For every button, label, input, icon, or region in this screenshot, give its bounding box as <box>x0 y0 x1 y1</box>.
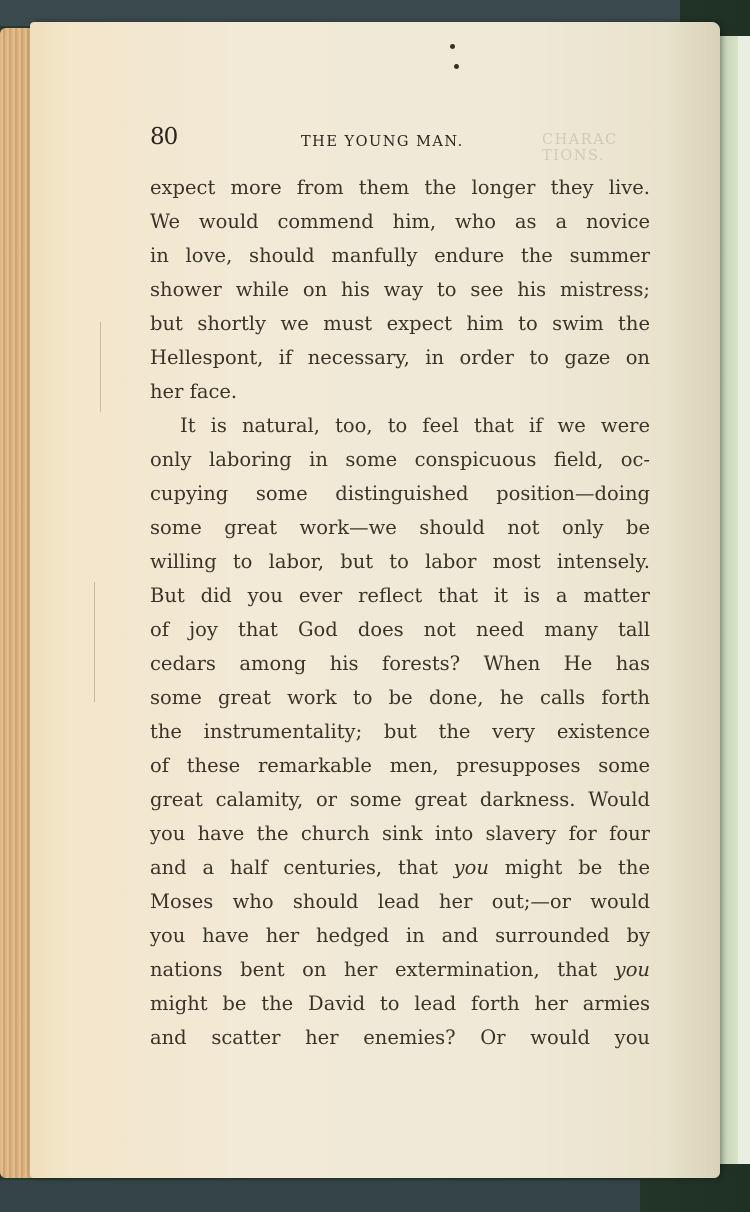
paper-speck <box>454 64 459 69</box>
text-line: of these remarkable men, presupposes some <box>150 754 650 777</box>
text-line: willing to labor, but to labor most intensely. <box>150 550 650 573</box>
paper-speck <box>450 44 455 49</box>
text-line: you have the church sink into slavery for four <box>150 822 650 845</box>
text-line: of joy that God does not need many tall <box>150 618 650 641</box>
running-head-title: THE YOUNG MAN. <box>301 134 464 150</box>
text-line: you have her hedged in and surrounded by <box>150 924 650 947</box>
text-line: might be the David to lead forth her armies <box>150 992 650 1015</box>
text-line: but shortly we must expect him to swim the <box>150 312 650 335</box>
text-line: nations bent on her extermination, that you <box>150 958 650 981</box>
text-line: and scatter her enemies? Or would you <box>150 1026 650 1049</box>
text-line: expect more from them the longer they live. <box>150 176 650 199</box>
text-line: cedars among his forests? When He has <box>150 652 650 675</box>
facing-page-margin <box>738 36 750 1164</box>
margin-crease <box>94 582 95 702</box>
text-line: some great work—we should not only be <box>150 516 650 539</box>
text-line: some great work to be done, he calls forth <box>150 686 650 709</box>
running-head <box>150 124 650 164</box>
page-number: 80 <box>150 124 178 150</box>
body-text <box>150 171 650 1055</box>
text-line: only laboring in some conspicuous field, oc- <box>150 448 650 471</box>
text-line: the instrumentality; but the very existence <box>150 720 650 743</box>
text-line: Hellespont, if necessary, in order to gaze on <box>150 346 650 369</box>
text-line: Moses who should lead her out;—or would <box>150 890 650 913</box>
text-line: her face. <box>150 380 238 403</box>
text-line: It is natural, too, to feel that if we were <box>180 414 650 437</box>
text-line: great calamity, or some great darkness. Would <box>150 788 650 811</box>
text-line: in love, should manfully endure the summer <box>150 244 650 267</box>
text-line: cupying some distinguished position—doing <box>150 482 650 505</box>
text-line: shower while on his way to see his mistress; <box>150 278 650 301</box>
cover-bottom-edge <box>0 1180 640 1212</box>
text-line: and a half centuries, that you might be the <box>150 856 650 879</box>
margin-crease <box>100 322 101 412</box>
text-line: We would commend him, who as a novice <box>150 210 650 233</box>
text-line: But did you ever reflect that it is a matter <box>150 584 650 607</box>
show-through-text: CHARAC TIONS. <box>542 132 618 164</box>
